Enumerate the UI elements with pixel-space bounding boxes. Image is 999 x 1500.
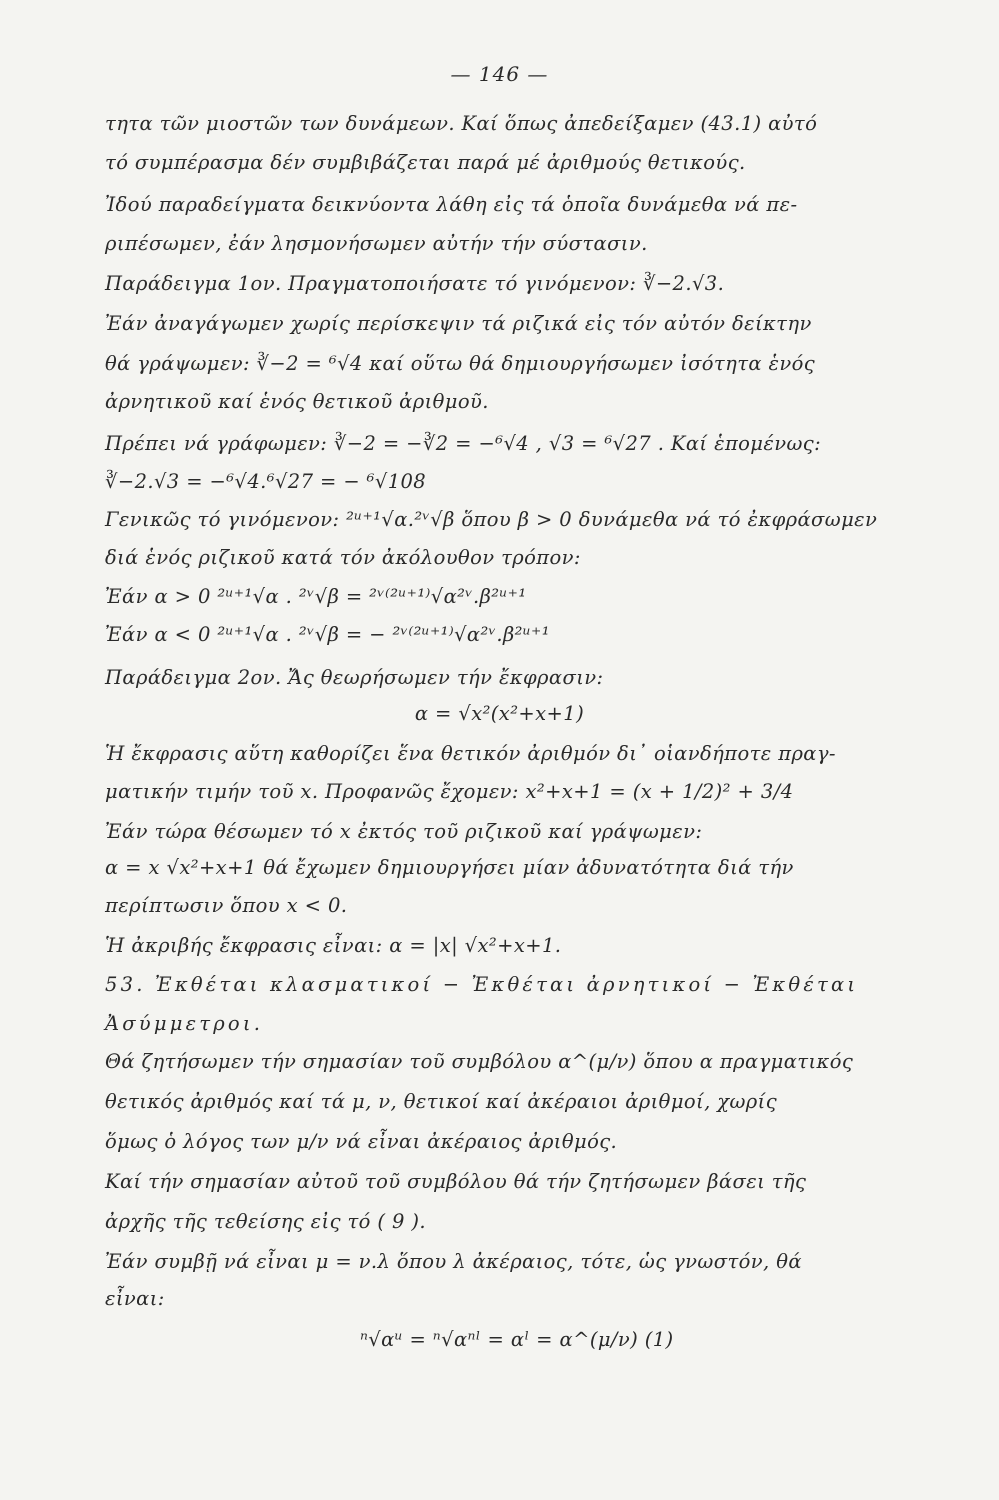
text-line: Ἐάν τώρα θέσωμεν τό x ἐκτός τοῦ ριζικοῦ καί γράψωμεν: (105, 820, 703, 843)
section-heading-53-cont: Ἀσύμμετροι. (105, 1012, 264, 1035)
text-line: ἀρχῆς τῆς τεθείσης εἰς τό ( 9 ). (105, 1210, 427, 1233)
page-number: — 146 — (450, 62, 549, 86)
text-line: Πρέπει νά γράφωμεν: ∛−2 = −∛2 = −⁶√4 , √3 = ⁶√27 . Καί ἑπομένως: (105, 432, 822, 455)
formula-centered: α = √x²(x²+x+1) (414, 702, 585, 725)
example-heading-2: Παράδειγμα 2ον. Ἄς θεωρήσωμεν τήν ἔκφρασιν: (105, 666, 604, 689)
text-line: θετικός ἀριθμός καί τά μ, ν, θετικοί καί ἀκέραιοι ἀριθμοί, χωρίς (105, 1090, 778, 1113)
text-line: Ἐάν ἀναγάγωμεν χωρίς περίσκεψιν τά ριζικά εἰς τόν αὐτόν δείκτην (105, 312, 812, 335)
text-line: θά γράψωμεν: ∛−2 = ⁶√4 καί οὕτω θά δημιουργήσωμεν ἰσότητα ἑνός (105, 352, 816, 375)
text-line: Ἐάν συμβῇ νά εἶναι μ = ν.λ ὅπου λ ἀκέραιος, τότε, ὡς γνωστόν, θά (105, 1250, 802, 1273)
text-line: Ἡ ἀκριβής ἔκφρασις εἶναι: α = |x| √x²+x+1. (105, 934, 562, 957)
formula-line: ∛−2.√3 = −⁶√4.⁶√27 = − ⁶√108 (105, 470, 427, 493)
text-line: ριπέσωμεν, ἐάν λησμονήσωμεν αὐτήν τήν σύστασιν. (105, 232, 648, 255)
text-line: ἀρνητικοῦ καί ἑνός θετικοῦ ἀριθμοῦ. (105, 390, 489, 413)
formula-case-positive: Ἐάν α > 0 ²ᵘ⁺¹√α . ²ᵛ√β = ²ᵛ⁽²ᵘ⁺¹⁾√α²ᵛ.β²ᵘ⁺¹ (105, 585, 527, 608)
example-heading-1: Παράδειγμα 1ον. Πραγματοποιήσατε τό γινόμενον: ∛−2.√3. (105, 272, 725, 295)
text-line: Θά ζητήσωμεν τήν σημασίαν τοῦ συμβόλου α^(μ/ν) ὅπου α πραγματικός (105, 1050, 854, 1073)
formula-case-negative: Ἐάν α < 0 ²ᵘ⁺¹√α . ²ᵛ√β = − ²ᵛ⁽²ᵘ⁺¹⁾√α²ᵛ.β²ᵘ⁺¹ (105, 623, 550, 646)
text-line: Γενικῶς τό γινόμενον: ²ᵘ⁺¹√α.²ᵛ√β ὅπου β > 0 δυνάμεθα νά τό ἐκφράσωμεν (105, 508, 878, 531)
text-line: τό συμπέρασμα δέν συμβιβάζεται παρά μέ ἀριθμούς θετικούς. (105, 151, 746, 174)
text-line: εἶναι: (105, 1287, 165, 1310)
text-line: Καί τήν σημασίαν αὐτοῦ τοῦ συμβόλου θά τήν ζητήσωμεν βάσει τῆς (105, 1170, 807, 1193)
text-line: διά ἑνός ριζικοῦ κατά τόν ἀκόλουθον τρόπον: (105, 546, 581, 569)
formula-1: ⁿ√αᵘ = ⁿ√αⁿˡ = αˡ = α^(μ/ν) (1) (360, 1328, 674, 1351)
text-line: περίπτωσιν ὅπου x < 0. (105, 894, 348, 917)
section-heading-53: 53. Ἐκθέται κλασματικοί − Ἐκθέται ἀρνητικοί − Ἐκθέται (105, 973, 859, 996)
text-line: ὅμως ὁ λόγος των μ/ν νά εἶναι ἀκέραιος ἀριθμός. (105, 1130, 618, 1153)
text-line: τητα τῶν μιοστῶν των δυνάμεων. Καί ὅπως ἀπεδείξαμεν (43.1) αὐτό (105, 112, 818, 135)
text-line: Ἰδού παραδείγματα δεικνύοντα λάθη εἰς τά ὁποῖα δυνάμεθα νά πε- (105, 193, 798, 216)
text-line: ματικήν τιμήν τοῦ x. Προφανῶς ἔχομεν: x²+x+1 = (x + 1/2)² + 3/4 (105, 780, 794, 803)
text-line: Ἡ ἔκφρασις αὕτη καθορίζει ἕνα θετικόν ἀριθμόν δι᾽ οἱανδήποτε πραγ- (105, 742, 836, 765)
text-line: α = x √x²+x+1 θά ἔχωμεν δημιουργήσει μίαν ἀδυνατότητα διά τήν (105, 856, 794, 879)
